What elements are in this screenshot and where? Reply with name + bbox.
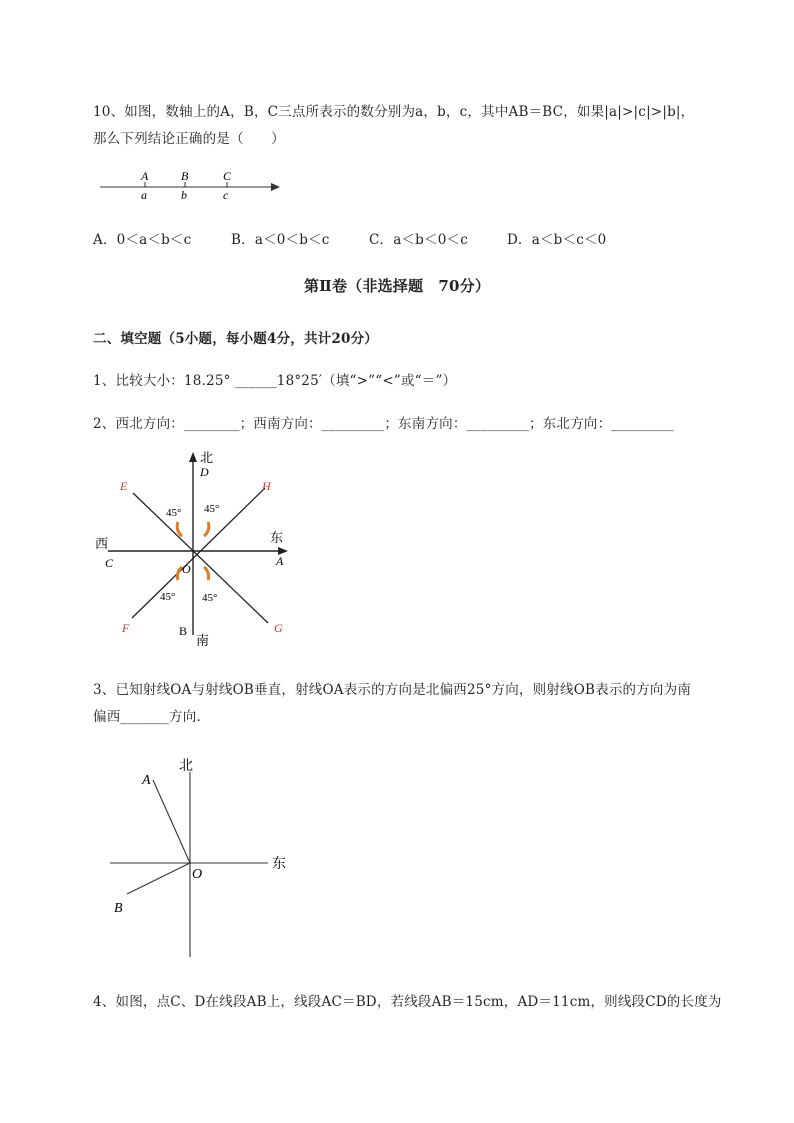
- option-a: A．0＜a＜b＜c: [93, 232, 192, 248]
- label-E: E: [120, 479, 128, 493]
- label-H: H: [262, 479, 271, 493]
- label-B: B: [114, 901, 123, 916]
- q2-text: 2、西北方向：________；西南方向：_________；东南方向：_________；东北方向：_________: [93, 416, 674, 432]
- value-label-c: c: [223, 188, 229, 202]
- option-d: D．a＜b＜c＜0: [507, 232, 607, 248]
- label-east: 东: [272, 857, 286, 872]
- q10-options: [93, 228, 645, 248]
- q10-line1: 10、如图，数轴上的A，B，C三点所表示的数分别为a，b，c，其中AB＝BC，如果|a|>|c|>|b|，: [93, 104, 695, 120]
- number-line-figure: [95, 168, 295, 203]
- angle-nw: 45°: [166, 507, 182, 519]
- label-A: A: [142, 773, 151, 788]
- angle-se: 45°: [202, 592, 218, 604]
- option-c: C．a＜b＜0＜c: [369, 232, 468, 248]
- q10-line2: 那么下列结论正确的是（ ）: [93, 131, 285, 147]
- angle-ne: 45°: [204, 503, 220, 515]
- arrow-right-icon: [271, 183, 280, 191]
- q3-line2: 偏西_______方向．: [93, 709, 211, 725]
- label-north: 北: [200, 450, 214, 465]
- label-G: G: [274, 621, 283, 635]
- label-north: 北: [179, 759, 193, 774]
- section2-title: 二、填空题（5小题，每小题4分，共计20分）: [93, 331, 378, 347]
- point-label-A: A: [141, 169, 149, 183]
- label-C: C: [105, 556, 114, 570]
- label-east: 东: [270, 530, 284, 545]
- label-A: A: [276, 554, 284, 568]
- north-arrow-icon: [189, 452, 197, 462]
- compass-figure: [90, 450, 300, 650]
- angle-sw: 45°: [160, 591, 176, 603]
- label-O: O: [182, 562, 191, 576]
- value-label-b: b: [181, 188, 187, 202]
- point-label-C: C: [223, 169, 232, 183]
- label-D: D: [200, 465, 209, 479]
- q4-text: 4、如图，点C、D在线段AB上，线段AC＝BD，若线段AB＝15cm，AD＝11cm，则线段CD的长度为: [93, 994, 722, 1010]
- label-B: B: [179, 624, 188, 638]
- label-O: O: [192, 867, 203, 882]
- q1-text: 1、比较大小：18.25° ______18°25′（填“>”“<”或“＝”）: [93, 373, 457, 389]
- point-label-B: B: [181, 169, 189, 183]
- option-b: B．a＜0＜b＜c: [231, 232, 330, 248]
- label-west: 西: [95, 536, 109, 551]
- label-F: F: [122, 621, 130, 635]
- q3-line1: 3、已知射线OA与射线OB垂直，射线OA表示的方向是北偏西25°方向，则射线OB表示的方向为南: [93, 682, 692, 698]
- part2-title: 第Ⅱ卷（非选择题 70分）: [303, 277, 491, 295]
- ray-figure: [105, 752, 305, 962]
- label-south: 南: [196, 633, 210, 648]
- value-label-a: a: [141, 188, 147, 202]
